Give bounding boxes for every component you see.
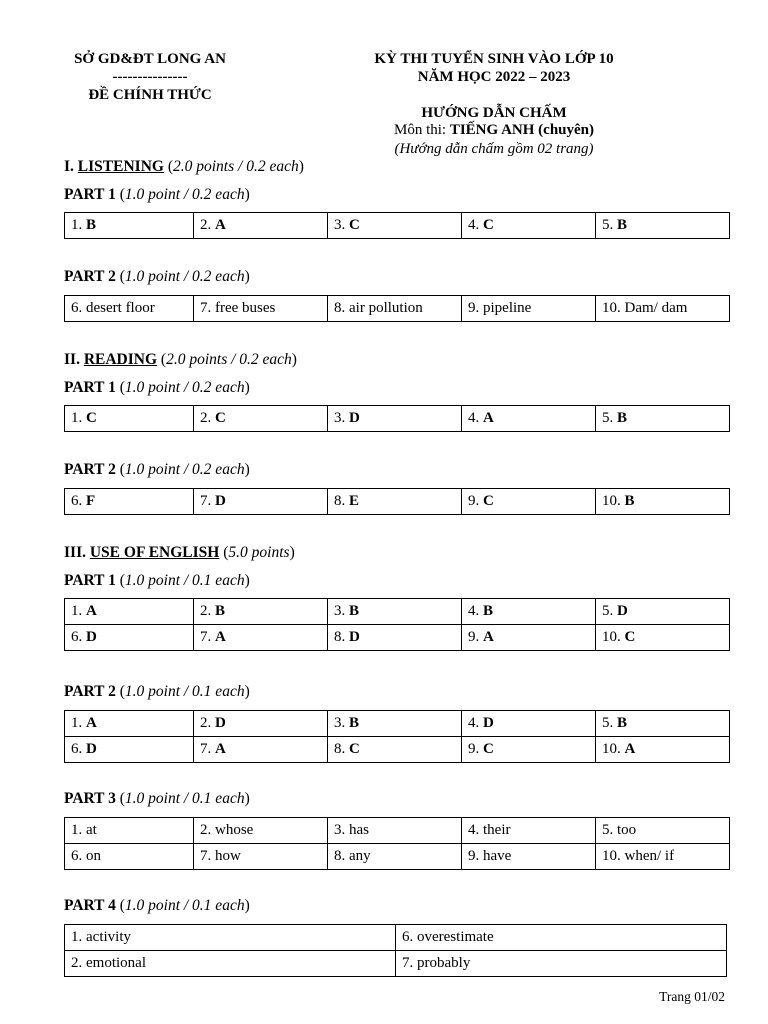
table-row (65, 818, 730, 844)
answer-cell (596, 296, 730, 322)
school-year: NĂM HỌC 2022 – 2023 (417, 69, 571, 85)
table-row (65, 737, 730, 763)
answer-number: 2. (200, 217, 215, 233)
answer-number: 7. (200, 629, 215, 645)
answer-cell (65, 599, 194, 625)
answer-cell (65, 406, 194, 432)
table-row (65, 925, 727, 951)
answer-number: 2. emotional (71, 955, 146, 971)
answer-cell (462, 625, 596, 651)
answer-cell (462, 296, 596, 322)
answer-cell (328, 406, 462, 432)
answer-cell (65, 737, 194, 763)
answer-number: 9. (468, 493, 483, 509)
answer-number: 9. pipeline (468, 300, 532, 316)
use-part2-table (64, 710, 730, 763)
answer-key: D (349, 629, 360, 645)
section-listening-heading: I. LISTENING (2.0 points / 0.2 each) (64, 158, 304, 175)
answer-number: 5. (602, 410, 617, 426)
answer-number: 9. have (468, 848, 512, 864)
reading-part1-table (64, 405, 730, 432)
answer-cell (396, 925, 727, 951)
answer-cell (328, 818, 462, 844)
answer-key: D (215, 715, 226, 731)
answer-number: 7. how (200, 848, 241, 864)
answer-number: 4. their (468, 822, 511, 838)
answer-cell (328, 296, 462, 322)
answer-key: C (624, 629, 636, 645)
pages-note: (Hướng dẫn chấm gồm 02 trang) (394, 141, 594, 157)
answer-key: A (215, 741, 226, 757)
answer-number: 6. overestimate (402, 929, 494, 945)
answer-cell (596, 599, 730, 625)
answer-number: 8. any (334, 848, 371, 864)
answer-cell (462, 818, 596, 844)
subject-name: TIẾNG ANH (chuyên) (449, 122, 595, 138)
page-number: Trang 01/02 (659, 989, 725, 1004)
answer-cell (65, 296, 194, 322)
answer-key: F (86, 493, 96, 509)
answer-cell (596, 711, 730, 737)
answer-cell (65, 818, 194, 844)
answer-cell (65, 213, 194, 239)
answer-cell (194, 844, 328, 870)
answer-key: D (483, 715, 494, 731)
answer-cell (194, 737, 328, 763)
answer-key: A (483, 629, 494, 645)
use-part1-heading: PART 1 (1.0 point / 0.1 each) (64, 572, 250, 589)
answer-number: 7. (200, 741, 215, 757)
answer-key: B (349, 715, 360, 731)
answer-key: A (483, 410, 494, 426)
answer-number: 1. (71, 715, 86, 731)
section-use-of-english-heading: III. USE OF ENGLISH (5.0 points) (64, 544, 295, 561)
answer-key: C (483, 493, 494, 509)
answer-key: D (349, 410, 360, 426)
answer-number: 4. (468, 715, 483, 731)
answer-cell (328, 711, 462, 737)
answer-number: 4. (468, 410, 483, 426)
answer-cell (596, 625, 730, 651)
table-row (65, 951, 727, 977)
answer-cell (328, 625, 462, 651)
answer-number: 10. Dam/ dam (602, 300, 688, 316)
answer-key: A (215, 629, 226, 645)
answer-number: 3. (334, 410, 349, 426)
answer-cell (328, 844, 462, 870)
table-row (65, 213, 730, 239)
answer-number: 7. probably (402, 955, 471, 971)
listening-part1-table (64, 212, 730, 239)
answer-cell (328, 737, 462, 763)
answer-number: 6. (71, 493, 86, 509)
answer-number: 2. (200, 603, 215, 619)
exam-title: KỲ THI TUYỂN SINH VÀO LỚP 10 (374, 51, 614, 67)
use-part4-heading: PART 4 (1.0 point / 0.1 each) (64, 897, 250, 914)
answer-cell (194, 818, 328, 844)
subject-prefix: Môn thi: (393, 122, 450, 138)
answer-key: D (215, 493, 226, 509)
answer-cell (65, 489, 194, 515)
answer-cell (396, 951, 727, 977)
answer-key: B (215, 603, 226, 619)
use-part4-table (64, 924, 727, 977)
answer-cell (328, 489, 462, 515)
use-part3-table (64, 817, 730, 870)
reading-part2-heading: PART 2 (1.0 point / 0.2 each) (64, 461, 250, 478)
answer-number: 8. air pollution (334, 300, 423, 316)
answer-cell (328, 213, 462, 239)
answer-number: 1. (71, 410, 86, 426)
answer-cell (194, 711, 328, 737)
answer-number: 5. (602, 603, 617, 619)
answer-key: C (349, 217, 360, 233)
table-row (65, 711, 730, 737)
answer-key: A (624, 741, 636, 757)
answer-key: C (86, 410, 97, 426)
answer-number: 2. (200, 715, 215, 731)
answer-key: C (483, 741, 494, 757)
answer-cell (462, 489, 596, 515)
answer-key: C (215, 410, 226, 426)
listening-part2-table (64, 295, 730, 322)
listening-part2-heading: PART 2 (1.0 point / 0.2 each) (64, 268, 250, 285)
answer-cell (462, 213, 596, 239)
answer-cell (596, 737, 730, 763)
answer-cell (596, 213, 730, 239)
guide-title: HƯỚNG DẪN CHẤM (421, 105, 567, 121)
answer-number: 4. (468, 603, 483, 619)
subject-line (344, 121, 644, 139)
answer-number: 10. (602, 629, 625, 645)
answer-cell (462, 737, 596, 763)
answer-key: D (86, 629, 97, 645)
answer-cell (65, 711, 194, 737)
answer-key: E (349, 493, 360, 509)
table-row (65, 406, 730, 432)
answer-number: 6. on (71, 848, 101, 864)
answer-cell (462, 406, 596, 432)
answer-number: 3. (334, 603, 349, 619)
answer-key: D (86, 741, 97, 757)
answer-cell (194, 489, 328, 515)
section-reading-heading: II. READING (2.0 points / 0.2 each) (64, 351, 297, 368)
answer-key: A (86, 603, 97, 619)
answer-cell (194, 296, 328, 322)
answer-number: 8. (334, 493, 349, 509)
answer-number: 5. too (602, 822, 637, 838)
answer-cell (194, 599, 328, 625)
answer-number: 9. (468, 741, 483, 757)
use-part3-heading: PART 3 (1.0 point / 0.1 each) (64, 790, 250, 807)
answer-key: C (483, 217, 494, 233)
answer-cell (194, 406, 328, 432)
answer-number: 9. (468, 629, 483, 645)
answer-number: 4. (468, 217, 483, 233)
answer-cell (194, 625, 328, 651)
answer-number: 7. free buses (200, 300, 276, 316)
table-row (65, 844, 730, 870)
answer-key: B (86, 217, 97, 233)
answer-number: 5. (602, 217, 617, 233)
answer-cell (596, 818, 730, 844)
use-part2-heading: PART 2 (1.0 point / 0.1 each) (64, 683, 250, 700)
answer-number: 3. (334, 217, 349, 233)
answer-key: B (349, 603, 360, 619)
answer-cell (65, 925, 396, 951)
answer-number: 10. (602, 741, 625, 757)
answer-key: B (617, 410, 628, 426)
answer-key: B (617, 715, 628, 731)
answer-number: 6. desert floor (71, 300, 155, 316)
answer-number: 8. (334, 629, 349, 645)
table-row (65, 625, 730, 651)
answer-key: B (617, 217, 628, 233)
answer-number: 3. has (334, 822, 369, 838)
answer-number: 7. (200, 493, 215, 509)
answer-key: D (617, 603, 628, 619)
answer-number: 1. (71, 603, 86, 619)
answer-cell (462, 844, 596, 870)
answer-number: 5. (602, 715, 617, 731)
official-exam-label: ĐỀ CHÍNH THỨC (88, 87, 212, 103)
answer-key: C (349, 741, 360, 757)
listening-part1-heading: PART 1 (1.0 point / 0.2 each) (64, 186, 250, 203)
answer-cell (596, 406, 730, 432)
answer-key: A (86, 715, 97, 731)
reading-part1-heading: PART 1 (1.0 point / 0.2 each) (64, 379, 250, 396)
answer-cell (462, 599, 596, 625)
answer-number: 6. (71, 629, 86, 645)
answer-cell (65, 844, 194, 870)
answer-number: 1. activity (71, 929, 131, 945)
answer-number: 3. (334, 715, 349, 731)
answer-number: 10. (602, 493, 625, 509)
answer-number: 1. at (71, 822, 97, 838)
answer-number: 1. (71, 217, 86, 233)
answer-key: A (215, 217, 226, 233)
table-row (65, 489, 730, 515)
table-row (65, 296, 730, 322)
answer-cell (65, 625, 194, 651)
use-part1-table (64, 598, 730, 651)
answer-number: 2. (200, 410, 215, 426)
answer-cell (328, 599, 462, 625)
answer-key: B (624, 493, 635, 509)
answer-cell (194, 213, 328, 239)
header-dashes: --------------- (112, 69, 188, 85)
answer-cell (65, 951, 396, 977)
table-row (65, 599, 730, 625)
department-name: SỞ GD&ĐT LONG AN (74, 51, 226, 67)
answer-number: 10. when/ if (602, 848, 675, 864)
answer-cell (462, 711, 596, 737)
reading-part2-table (64, 488, 730, 515)
answer-number: 6. (71, 741, 86, 757)
answer-cell (596, 489, 730, 515)
answer-number: 8. (334, 741, 349, 757)
answer-number: 2. whose (200, 822, 254, 838)
answer-key: B (483, 603, 494, 619)
answer-cell (596, 844, 730, 870)
